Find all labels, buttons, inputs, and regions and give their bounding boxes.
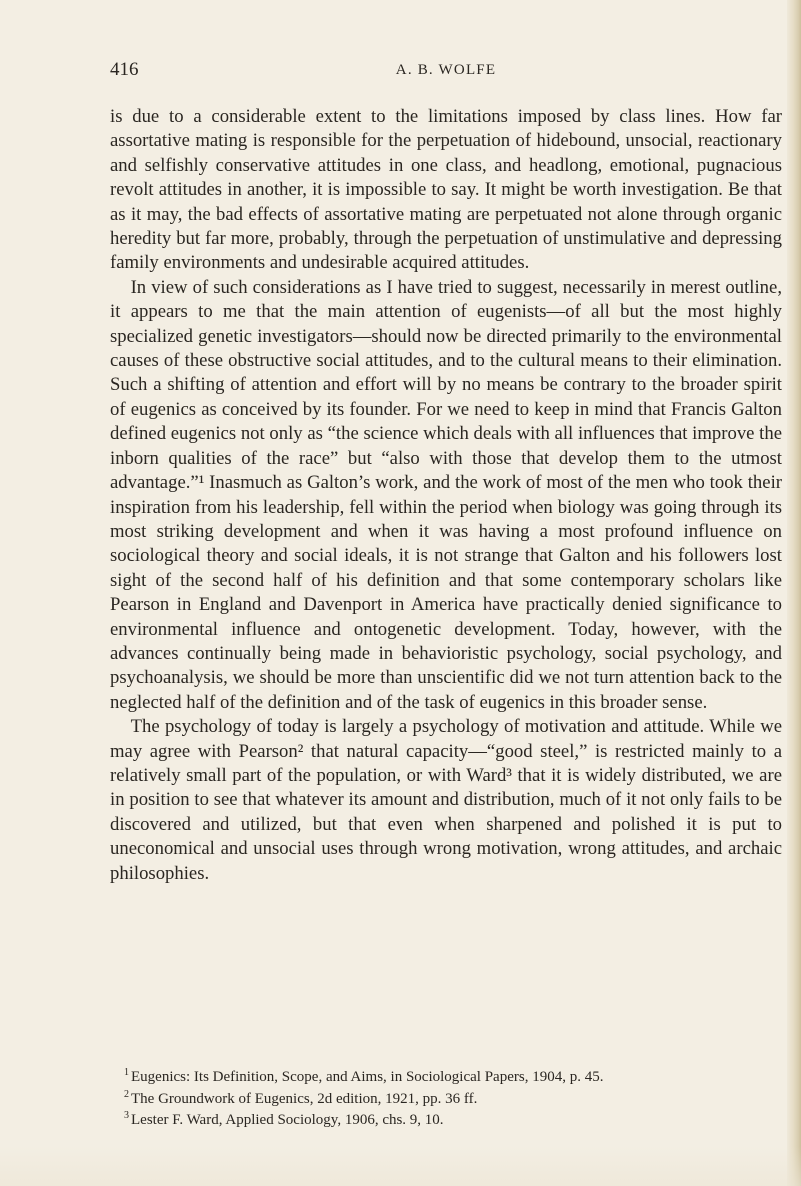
footnote-text: The Groundwork of Eugenics, 2d edition, 1921, pp. 36 ff. — [131, 1090, 478, 1107]
body-text — [110, 105, 782, 886]
footnote-text: Eugenics: Its Definition, Scope, and Aims, in Sociological Papers, 1904, p. 45. — [131, 1069, 604, 1085]
footnotes — [110, 1067, 782, 1132]
footnote-1 — [110, 1067, 782, 1089]
footnote-mark: 2 — [124, 1088, 129, 1100]
footnote-mark: 3 — [124, 1110, 129, 1121]
paragraph-1: is due to a considerable extent to the limitations imposed by class lines. How far assortative mating is responsible for the perpetuation of hidebound, unsocial, reactionary and selfishly conservative attitudes in one class, and headlong, emotional, pugnacious revolt attitudes in another, it is impossible to say. It might be worth investigation. Be that as it may, the bad effects of assortative mating are perpetuated not alone through organic heredity but far more, probably, through the perpetuation of unstimulative and depressing family environments and undesirable acquired attitudes. — [110, 106, 782, 274]
footnote-text: Lester F. Ward, Applied Sociology, 1906, chs. 9, 10. — [131, 1112, 444, 1128]
footnote-mark: 1 — [124, 1067, 129, 1078]
footnote-2 — [110, 1089, 782, 1111]
page-number: 416 — [110, 59, 139, 80]
running-head: A. B. WOLFE — [395, 62, 497, 78]
footnote-3 — [110, 1110, 782, 1132]
page-bottom-shade — [0, 1146, 801, 1186]
page-edge-shadow — [787, 0, 801, 1186]
page-header — [110, 55, 782, 85]
book-page — [110, 55, 782, 1128]
paragraph-3: The psychology of today is largely a psychology of motivation and attitude. While we may agree with Pearson² that natural capacity—“good steel,” is restricted mainly to a relatively small part of the population, or with Ward³ that it is widely distributed, we are in position to see that whatever its amount and distribution, much of it not only fails to be discovered and utilized, but that even when sharpened and polished it is put to uneconomical and unsocial uses through wrong motivation, wrong attitudes, and archaic philosophies. — [110, 716, 782, 884]
paragraph-2: In view of such considerations as I have tried to suggest, necessarily in merest outline, it appears to me that the main attention of eugenists—of all but the most highly specialized genetic investigators—should now be directed primarily to the environmental causes of these obstructive social attitudes, and to the cultural means to their elimination. Such a shifting of attention and effort will by no means be contrary to the broader spirit of eugenics as conceived by its founder. For we need to keep in mind that Francis Galton defined eugenics not only as “the science which deals with all influences that improve the inborn qualities of the race” but “also with those that develop them to the utmost advantage.”¹ Inasmuch as Galton’s work, and the work of most of the men who took their inspiration from his leadership, fell within the period when biology was going through its most striking development and when it was having a most profound influence on sociological theory and social ideals, it is not strange that Galton and his followers lost sight of the second half of his definition and that some contemporary scholars like Pearson in England and Davenport in America have practically denied significance to environmental influence and ontogenetic development. Today, however, with the advances continually being made in behavioristic psychology, social psychology, and psychoanalysis, we should be more than unscientific did we not turn attention back to the neglected half of the definition and of the task of eugenics in this broader sense. — [110, 276, 782, 713]
